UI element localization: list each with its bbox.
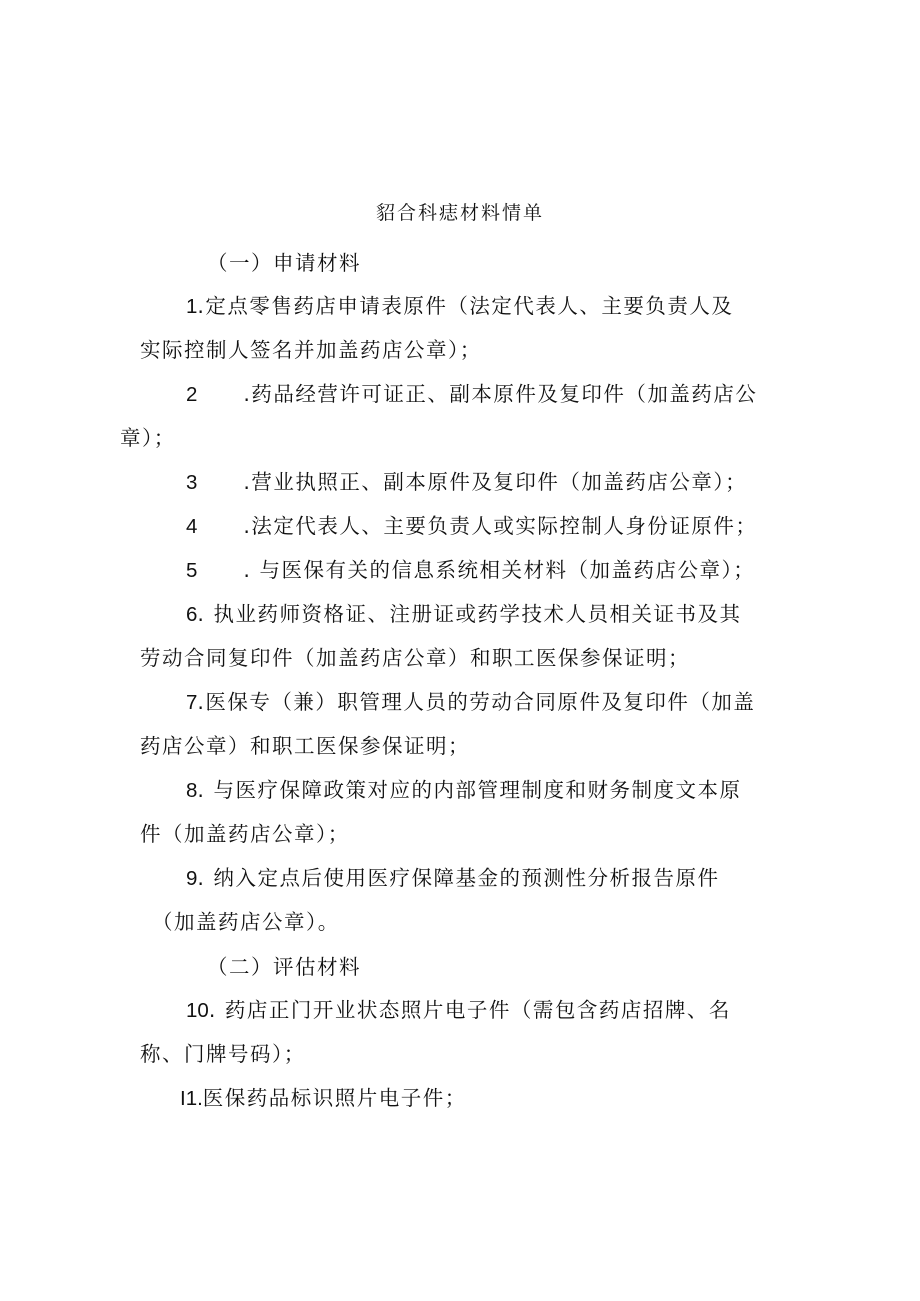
list-item [186, 864, 719, 893]
item-text: .定点零售药店申请表原件（法定代表人、主要负责人及 [197, 294, 734, 318]
section-heading-application: （一）申请材料 [207, 251, 361, 275]
item-number: 7 [186, 691, 198, 714]
list-item-continuation: 称、门牌号码）； [140, 1042, 306, 1066]
item-text: 医保药品标识照片电子件； [202, 1086, 467, 1110]
item-number: 2 [186, 383, 198, 406]
item-number: 3 [186, 471, 198, 494]
list-item [186, 776, 741, 805]
list-item-continuation: 件（加盖药店公章）； [140, 822, 350, 846]
item-number: 4 [186, 515, 198, 538]
item-number: 6 [186, 603, 198, 626]
list-item-continuation: 药店公章）和职工医保参保证明； [140, 734, 470, 758]
list-item [180, 1084, 467, 1113]
item-number: 8 [186, 779, 198, 802]
list-item-continuation: 实际控制人签名并加盖药店公章）； [140, 338, 482, 362]
item-number: 1 [186, 295, 198, 318]
list-item [186, 688, 755, 717]
list-item [186, 468, 747, 497]
item-number: I1. [180, 1087, 203, 1110]
item-text: .法定代表人、主要负责人或实际控制人身份证原件； [243, 514, 758, 538]
item-text: .营业执照正、副本原件及复印件（加盖药店公章）； [243, 470, 748, 494]
item-text: . 与医疗保障政策对应的内部管理制度和财务制度文本原 [197, 778, 742, 802]
list-item-continuation: 章）； [120, 426, 176, 450]
list-item [186, 292, 733, 321]
item-text: .药品经营许可证正、副本原件及复印件（加盖药店公 [243, 382, 758, 406]
list-item [186, 512, 757, 541]
item-text: . 与医保有关的信息系统相关材料（加盖药店公章）； [243, 558, 756, 582]
item-text: .医保专（兼）职管理人员的劳动合同原件及复印件（加盖 [197, 690, 756, 714]
item-number: 5 [186, 559, 198, 582]
list-item-continuation: （加盖药店公章）。 [152, 910, 340, 934]
list-item [186, 556, 755, 585]
item-text: . 纳入定点后使用医疗保障基金的预测性分析报告原件 [197, 866, 720, 890]
list-item [186, 996, 731, 1025]
list-item [186, 380, 757, 409]
item-number: 9 [186, 867, 198, 890]
item-number: 10 [186, 999, 209, 1022]
section-heading-assessment: （二）评估材料 [207, 955, 361, 979]
list-item-continuation: 劳动合同复印件（加盖药店公章）和职工医保参保证明； [140, 646, 690, 670]
item-text: . 药店正门开业状态照片电子件（需包含药店招牌、名 [208, 998, 731, 1022]
list-item [186, 600, 741, 629]
page-title: 貂合科痣材料情单 [375, 202, 544, 224]
item-text: . 执业药师资格证、注册证或药学技术人员相关证书及其 [197, 602, 742, 626]
